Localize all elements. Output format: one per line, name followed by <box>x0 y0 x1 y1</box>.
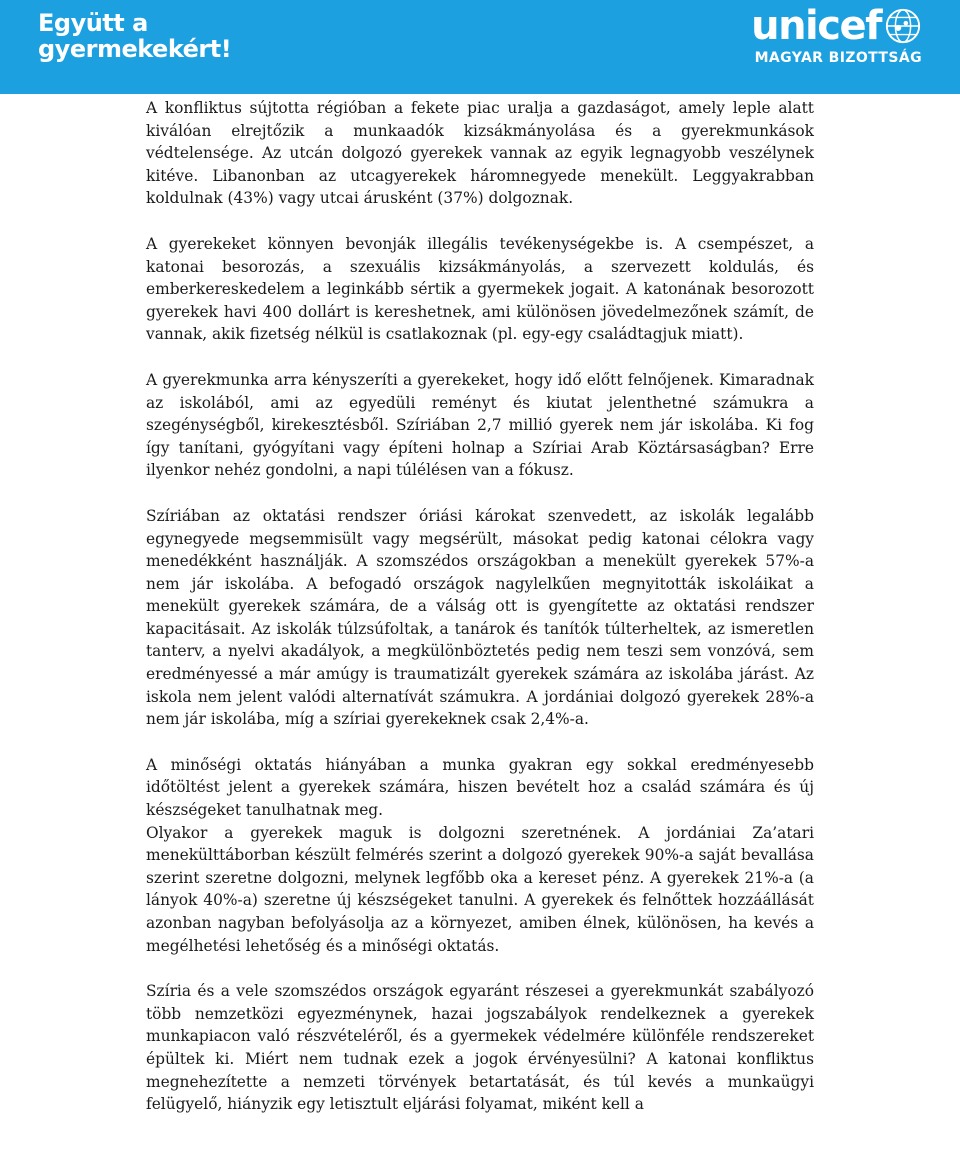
slogan-line-2: gyermekekért! <box>38 35 232 63</box>
paragraph-5: A minőségi oktatás hiányában a munka gyakran egy sokkal eredményesebb időtöltést jelent a gyerekek számára, hiszen bevételt hoz a család számára és új készségeket tanulhatnak meg. <box>146 755 814 820</box>
document-body <box>146 97 814 1139</box>
logo-wordmark: unicef <box>751 3 881 49</box>
logo-subtitle: MAGYAR BIZOTTSÁG <box>754 50 922 66</box>
paragraph-1: A konfliktus sújtotta régióban a fekete piac uralja a gazdaságot, amely leple alatt kiválóan elrejtőzik a munkaadók kizsákmányolása és a gyerekmunkások védtelensége. Az utcán dolgozó gyerekek vannak az egyik legnagyobb veszélynek kitéve. Libanonban az utcagyerekek háromnegyede menekült. Leggyakrabban koldulnak (43%) vagy utcai árusként (37%) dolgoznak. <box>146 99 814 208</box>
paragraph-4: Szíriában az oktatási rendszer óriási károkat szenvedett, az iskolák legalább egynegyede megsemmisült vagy megsérült, másokat pedig katonai célokra vagy menedékként használják. A szomszédos országokban a menekült gyerekek 57%-a nem jár iskolába. A befogadó országok nagylelkűen megnyitották iskoláikat a menekült gyerekek számára, de a válság ott is gyengítette az oktatási rendszer kapacitásait. Az iskolák túlzsúfoltak, a tanárok és tanítók túlterheltek, az ismeretlen tanterv, a nyelvi akadályok, a megkülönböztetés pedig nem teszi sem vonzóvá, sem eredményessé a már amúgy is traumatizált gyerekek számára az iskolába járást. Az iskola nem jelent valódi alternatívát számukra. A jordániai dolgozó gyerekek 28%-a nem jár iskolába, míg a szíriai gyerekeknek csak 2,4%-a. <box>146 506 814 729</box>
unicef-logo <box>751 4 922 66</box>
unicef-globe-icon <box>884 7 922 45</box>
paragraph-2: A gyerekeket könnyen bevonják illegális tevékenységekbe is. A csempészet, a katonai besorozás, a szexuális kizsákmányolás, a szervezett koldulás, és emberkereskedelem a leginkább sértik a gyermekek jogait. A katonának besorozott gyerekek havi 400 dollárt is kereshetnek, ami különösen jövedelmezőnek számít, de vannak, akik fizetség nélkül is csatlakoznak (pl. egy-egy családtagjuk miatt). <box>146 234 814 344</box>
header-banner <box>0 0 960 94</box>
paragraph-3: A gyerekmunka arra kényszeríti a gyerekeket, hogy idő előtt felnőjenek. Kimaradnak az iskolából, ami az egyedüli reményt és kiutat jelenthetné számukra a szegénységből, kirekesztésből. Szíriában 2,7 millió gyerek nem jár iskolába. Ki fog így tanítani, gyógyítani vagy építeni holnap a Szíriai Arab Köztársaságban? Erre ilyenkor nehéz gondolni, a napi túlélésen van a fókusz. <box>146 370 814 480</box>
slogan <box>38 10 231 62</box>
slogan-line-1: Együtt a <box>38 9 148 37</box>
paragraph-7: Szíria és a vele szomszédos országok egyaránt részesei a gyerekmunkát szabályozó több nemzetközi egyezménynek, hazai jogszabályok rendelkeznek a gyerekek munkapiacon való részvételéről, és a gyermekek védelmére különféle rendszereket épültek ki. Miért nem tudnak ezek a jogok érvényesülni? A katonai konfliktus megnehezítette a nemzeti törvények betartatását, és túl kevés a munkaügyi felügyelő, hiányzik egy letisztult eljárási folyamat, miként kell a <box>146 982 814 1114</box>
paragraph-6: Olyakor a gyerekek maguk is dolgozni szeretnének. A jordániai Za’atari menekülttáborban készült felmérés szerint a dolgozó gyerekek 90%-a saját bevallása szerint szeretne dolgozni, melynek legfőbb oka a kereset pénz. A gyerekek 21%-a (a lányok 40%-a) szeretne új készségeket tanulni. A gyerekek és felnőttek hozzáállását azonban nagyban befolyásolja az a környezet, amiben élnek, különösen, ha kevés a megélhetési lehetőség és a minőségi oktatás. <box>146 823 814 955</box>
